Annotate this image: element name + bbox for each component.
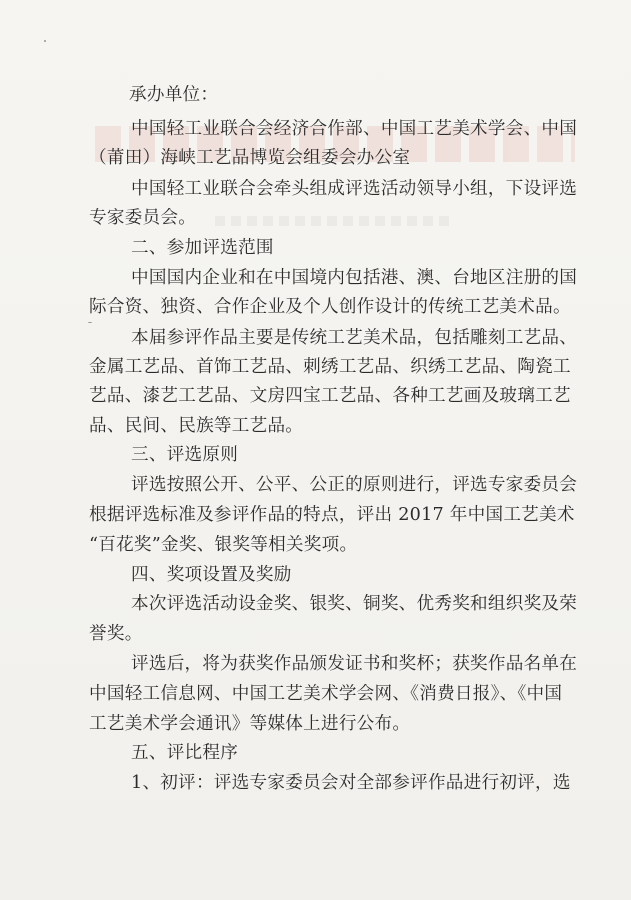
text-line-3: （莆田）海峡工艺品博览会组委会办公室 — [89, 148, 411, 168]
text-line-2: 中国轻工业联合会经济合作部、中国工艺美术学会、中国 — [131, 119, 578, 139]
text-line-12: 品、民间、民族等工艺品。 — [89, 416, 304, 436]
text-line-8: 际合资、独资、合作企业及个人创作设计的传统工艺美术品。 — [89, 297, 571, 317]
text-line-11: 艺品、漆艺工艺品、文房四宝工艺品、各种工艺画及玻璃工艺 — [89, 386, 571, 406]
text-line-10: 金属工艺品、首饰工艺品、刺绣工艺品、织绣工艺品、陶瓷工 — [89, 357, 571, 377]
section-heading-2: 二、参加评选范围 — [131, 238, 274, 258]
text-line-4: 中国轻工业联合会牵头组成评选活动领导小组，下设评选 — [131, 179, 578, 199]
text-line-22: 工艺美术学会通讯》等媒体上进行公布。 — [89, 714, 411, 734]
text-line-18: 本次评选活动设金奖、银奖、铜奖、优秀奖和组织奖及荣 — [131, 594, 578, 614]
section-heading-4: 四、奖项设置及奖励 — [131, 565, 292, 585]
text-line-16: “百花奖”金奖、银奖等相关奖项。 — [89, 535, 358, 555]
section-heading-5: 五、评比程序 — [131, 743, 239, 763]
text-line-24: 1、初评：评选专家委员会对全部参评作品进行初评，选 — [131, 773, 571, 793]
text-line-5: 专家委员会。 — [89, 208, 197, 228]
text-line-19: 誉奖。 — [89, 624, 143, 644]
text-line-9: 本届参评作品主要是传统工艺美术品，包括雕刻工艺品、 — [131, 328, 578, 348]
section-heading-3: 三、评选原则 — [131, 445, 239, 465]
text-line-7: 中国国内企业和在中国境内包括港、澳、台地区注册的国 — [131, 268, 578, 288]
text-line-20: 评选后，将为获奖作品颁发证书和奖杯；获奖作品名单在 — [131, 654, 578, 674]
text-line-21: 中国轻工信息网、中国工艺美术学会网、《消费日报》、《中国 — [89, 684, 563, 704]
text-line-14: 评选按照公开、公平、公正的原则进行，评选专家委员会 — [131, 475, 578, 495]
text-line-1: 承办单位： — [129, 85, 219, 105]
text-line-15: 根据评选标准及参评作品的特点，评出 2017 年中国工艺美术 — [89, 505, 575, 525]
